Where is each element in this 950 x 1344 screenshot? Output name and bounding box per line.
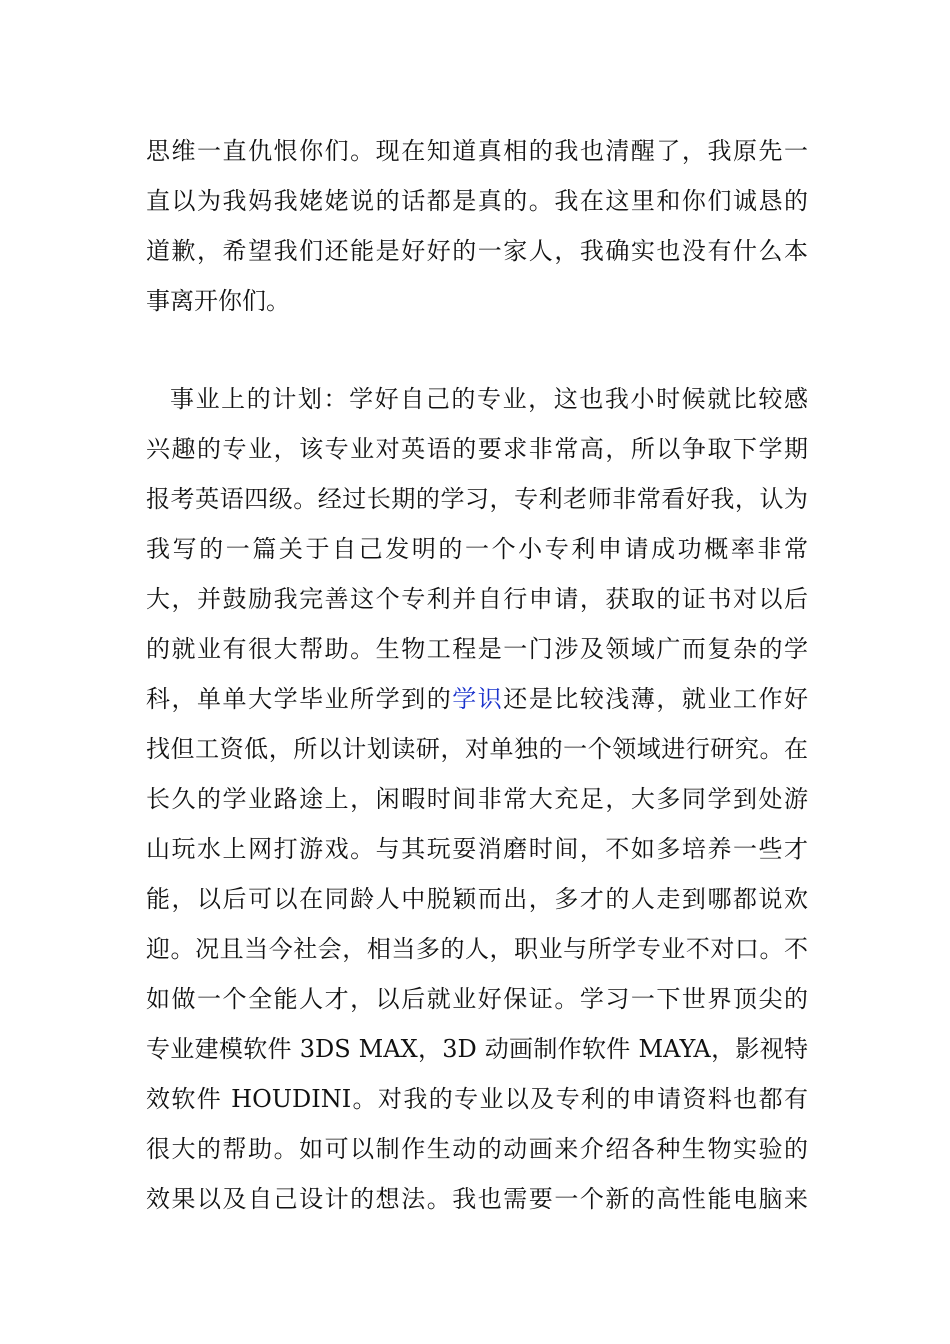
paragraph-line: 思维一直仇恨你们。现在知道真相的我也清醒了，我原先一 (146, 137, 808, 165)
paragraph-line: 报考英语四级。经过长期的学习，专利老师非常看好我，认为 (146, 485, 808, 513)
paragraph-line: 事离开你们。 (146, 287, 290, 315)
paragraph-line: 兴趣的专业，该专业对英语的要求非常高，所以争取下学期 (146, 435, 808, 463)
paragraph-line-with-link (146, 674, 808, 724)
paragraph-line: 的就业有很大帮助。生物工程是一门涉及领域广而复杂的学 (146, 635, 808, 663)
paragraph-family-apology (146, 126, 808, 326)
xueshi-link[interactable]: 学识 (452, 685, 504, 713)
paragraph-line: 长久的学业路途上，闲暇时间非常大充足，大多同学到处游 (146, 785, 808, 813)
paragraph-line: 效果以及自己设计的想法。我也需要一个新的高性能电脑来 (146, 1185, 808, 1213)
paragraph-line: 我写的一篇关于自己发明的一个小专利申请成功概率非常 (146, 535, 808, 563)
paragraph-line: 道歉，希望我们还能是好好的一家人，我确实也没有什么本 (146, 237, 808, 265)
paragraph-line: 大，并鼓励我完善这个专利并自行申请，获取的证书对以后 (146, 585, 808, 613)
paragraph-first-line: 事业上的计划：学好自己的专业，这也我小时候就比较感 (170, 385, 808, 413)
paragraph-line: 很大的帮助。如可以制作生动的动画来介绍各种生物实验的 (146, 1135, 808, 1163)
line-text-before-link: 科，单单大学毕业所学到的 (146, 685, 453, 713)
paragraph-line: 直以为我妈我姥姥说的话都是真的。我在这里和你们诚恳的 (146, 187, 808, 215)
paragraph-line: 找但工资低，所以计划读研，对单独的一个领域进行研究。在 (146, 735, 808, 763)
paragraph-line: 如做一个全能人才，以后就业好保证。学习一下世界顶尖的 (146, 985, 808, 1013)
paragraph-line: 能，以后可以在同龄人中脱颖而出，多才的人走到哪都说欢 (146, 885, 808, 913)
paragraph-line: 效软件 HOUDINI。对我的专业以及专利的申请资料也都有 (146, 1085, 808, 1113)
paragraph-line: 山玩水上网打游戏。与其玩耍消磨时间，不如多培养一些才 (146, 835, 808, 863)
line-text-after-link: 还是比较浅薄，就业工作好 (503, 685, 809, 713)
paragraph-line: 迎。况且当今社会，相当多的人，职业与所学专业不对口。不 (146, 935, 808, 963)
paragraph-line: 专业建模软件 3DS MAX，3D 动画制作软件 MAYA，影视特 (146, 1035, 808, 1063)
paragraph-career-plan (146, 374, 808, 1224)
